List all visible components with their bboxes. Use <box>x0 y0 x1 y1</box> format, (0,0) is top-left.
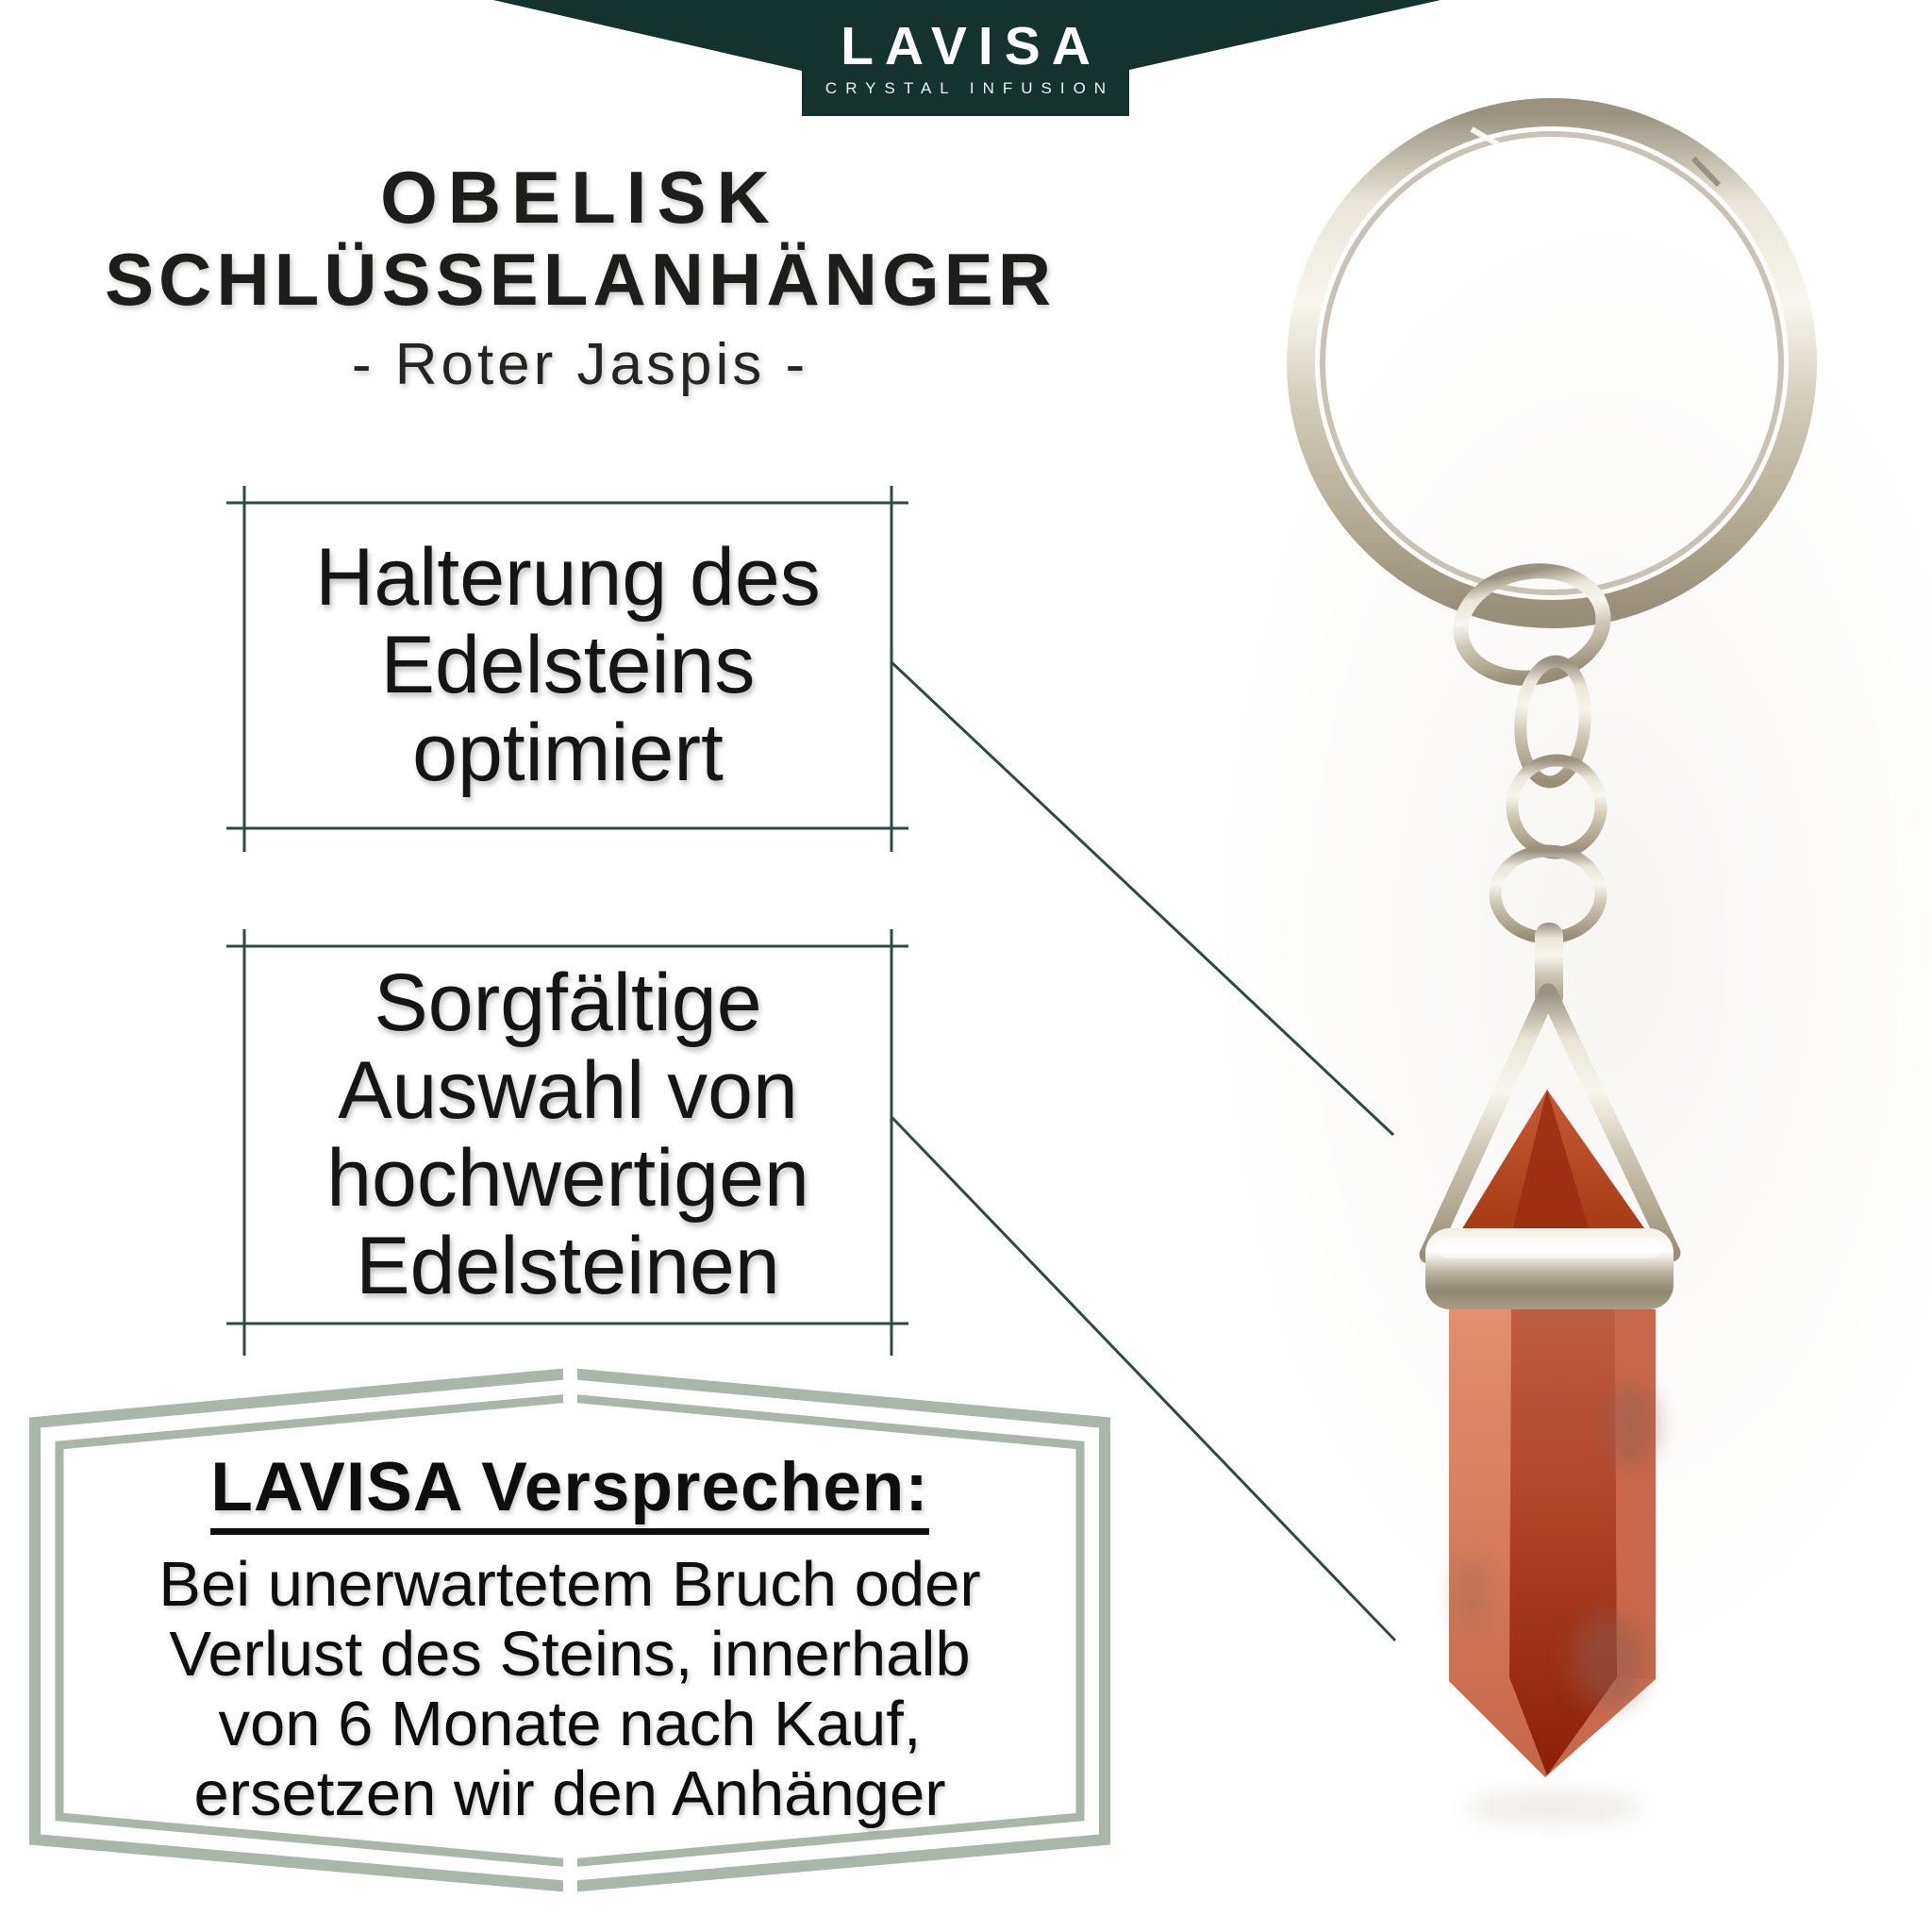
promise-heading: LAVISA Versprechen: <box>210 1451 928 1535</box>
promise-border-bottom-notch <box>563 1847 577 1900</box>
brand-banner <box>802 0 1129 116</box>
crystal-inclusion-2 <box>1571 1613 1646 1707</box>
crystal-inclusion-3 <box>1455 1557 1489 1632</box>
crystal-inclusion-1 <box>1604 1381 1657 1468</box>
title-line-1: OBELISK <box>380 156 780 239</box>
product-title <box>57 157 1104 402</box>
feature-1-line: Edelsteins <box>380 620 756 710</box>
promise-line: ersetzen wir den Anhänger <box>193 1758 946 1829</box>
feature-1-line: optimiert <box>412 708 724 798</box>
promise-border-top-notch <box>563 1358 577 1413</box>
feature-2-line: Edelsteinen <box>356 1221 780 1311</box>
title-line-2: SCHLÜSSELANHÄNGER <box>104 238 1057 321</box>
feature-2-line: Auswahl von <box>338 1045 798 1136</box>
promise-box <box>35 1451 1105 1829</box>
promise-line: Verlust des Steins, innerhalb <box>169 1619 971 1690</box>
title-subtitle: - Roter Jaspis - <box>351 332 809 397</box>
promise-body <box>35 1550 1105 1829</box>
feature-box-1 <box>244 503 891 828</box>
feature-2-line: Sorgfältige <box>374 958 762 1048</box>
pendant-collar-highlight <box>1438 1238 1662 1258</box>
feature-1-line: Halterung des <box>315 532 821 623</box>
promise-line: von 6 Monate nach Kauf, <box>218 1689 922 1759</box>
promise-line: Bei unerwartetem Bruch oder <box>158 1549 981 1620</box>
brand-tagline: CRYSTAL INFUSION <box>824 79 1115 97</box>
feature-2-line: hochwertigen <box>326 1133 809 1224</box>
brand-logo: LAVISA <box>841 16 1102 76</box>
pendant-shadow <box>1465 1792 1644 1823</box>
feature-box-2 <box>244 946 891 1324</box>
